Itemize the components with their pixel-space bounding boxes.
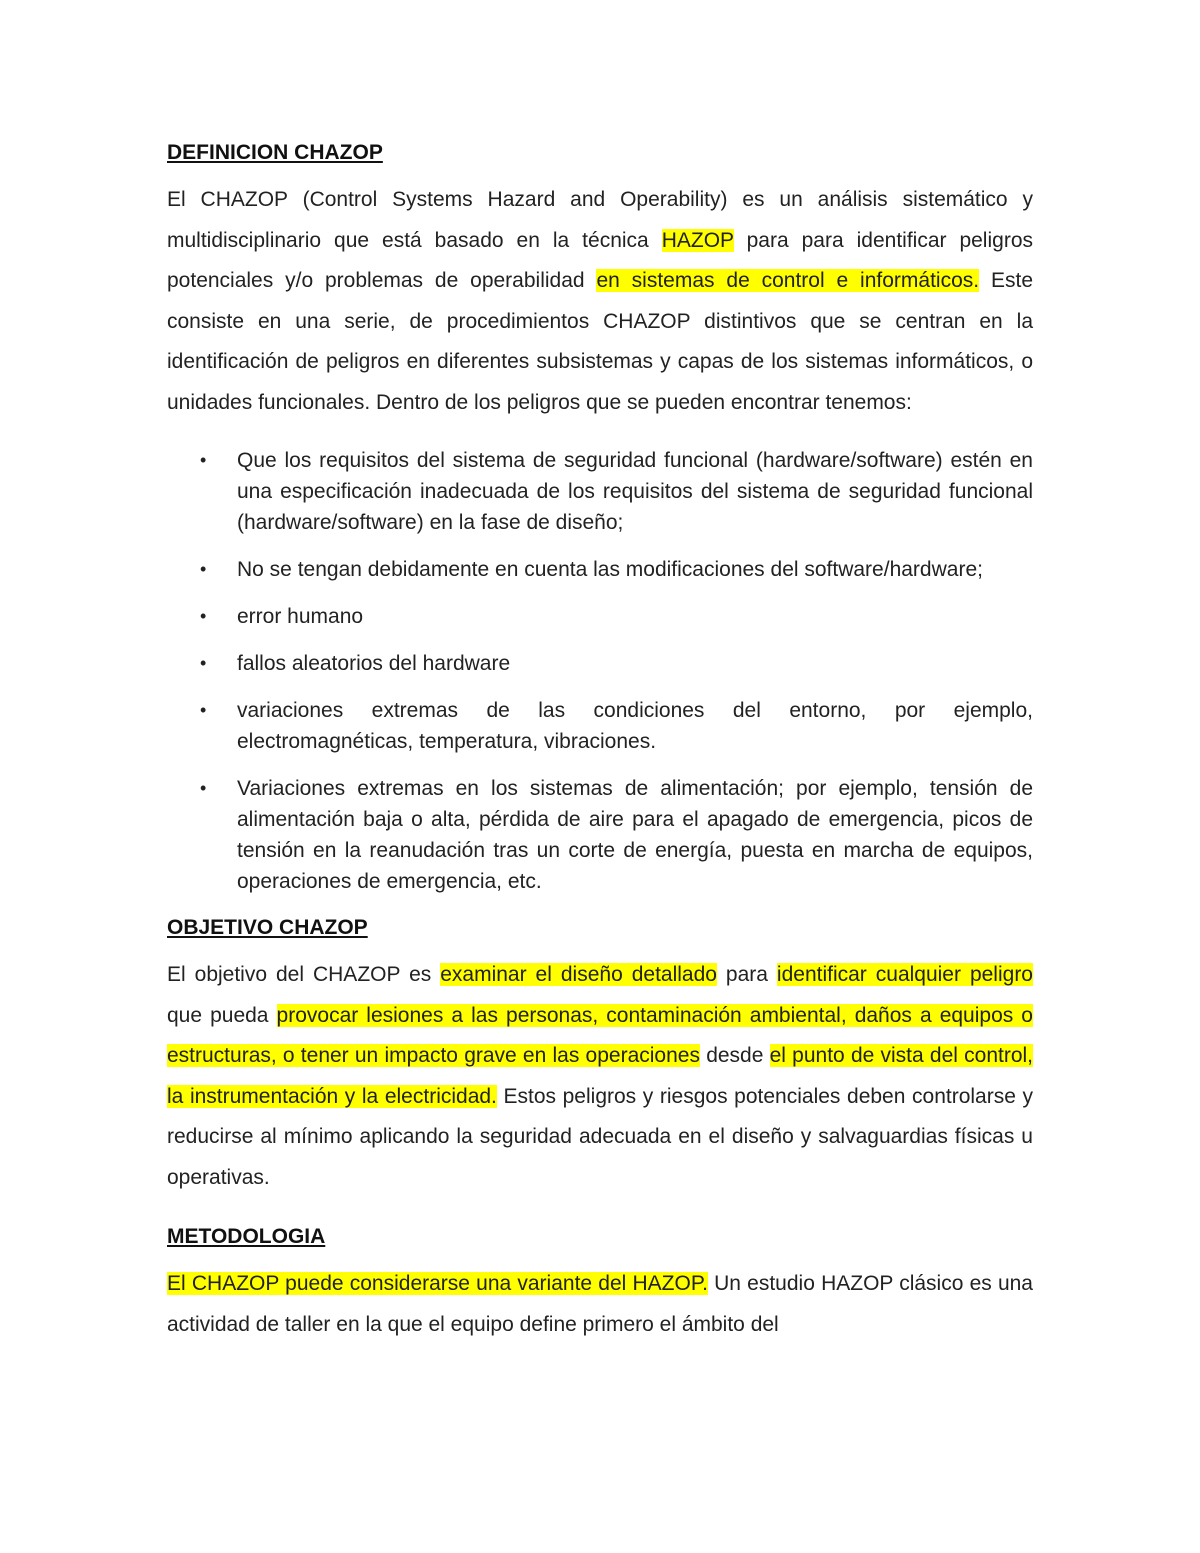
text-run: Este consiste en una serie, de procedimientos CHAZOP distintivos que se centran en la identificación de peligros en diferentes subsistemas y capas de los sistemas informáticos, o unidades funcionales. Dentro de los peligros que se pueden encontrar tenemos: [167,269,1033,414]
highlighted-text: El CHAZOP puede considerarse una variante del HAZOP. [167,1272,708,1295]
highlighted-text: identificar cualquier peligro [776,963,1033,986]
section-heading-metodologia: METODOLOGIA [167,1225,326,1248]
hazard-list [167,445,1033,897]
definicion-paragraph [167,180,1033,423]
document-page [167,138,1033,1345]
list-item [167,554,1033,585]
list-item [167,773,1033,897]
text-run: El objetivo del CHAZOP es [167,963,441,986]
highlighted-text: en sistemas de control e informáticos. [596,269,980,292]
text-run: para [716,963,777,986]
bullet-icon: • [200,559,207,579]
bullet-icon: • [200,778,207,798]
metodologia-paragraph [167,1264,1033,1345]
objetivo-paragraph [167,955,1033,1198]
list-item-text: variaciones extremas de las condiciones del entorno, por ejemplo, electromagnéticas, temperatura, vibraciones. [237,699,1033,753]
highlighted-text: el punto de vista del control, la instrumentación y la electricidad. [167,1044,1034,1108]
text-run: que pueda [167,1003,277,1027]
text-run: El CHAZOP (Control Systems Hazard and Operability) es un análisis sistemático y multidisciplinario que está basado en la técnica [167,188,1033,252]
list-item-text: Que los requisitos del sistema de seguridad funcional (hardware/software) estén en una especificación inadecuada de los requisitos del sistema de seguridad funcional (hardware/software) en la fase de diseño; [237,449,1033,534]
text-run: Un estudio HAZOP clásico es una actividad de taller en la que el equipo define primero el ámbito del [167,1272,1033,1336]
section-heading-definicion: DEFINICION CHAZOP [167,141,383,164]
list-item-text: No se tengan debidamente en cuenta las modificaciones del software/hardware; [237,558,983,581]
bullet-icon: • [200,653,207,673]
highlighted-text: examinar el diseño detallado [440,963,717,986]
section-heading-objetivo: OBJETIVO CHAZOP [167,916,368,939]
text-run: para para identificar peligros potenciales y/o problemas de operabilidad [167,228,1033,292]
highlighted-text: provocar lesiones a las personas, contaminación ambiental, daños a equipos o estructuras, o tener un impacto grave en las operaciones [167,1003,1033,1067]
bullet-icon: • [200,700,207,720]
list-item [167,648,1033,679]
highlighted-text: HAZOP [661,228,734,252]
list-item [167,695,1033,757]
bullet-icon: • [200,450,207,470]
list-item [167,445,1033,538]
list-item-text: fallos aleatorios del hardware [237,652,511,675]
text-run: Estos peligros y riesgos potenciales deben controlarse y reducirse al mínimo aplicando la seguridad adecuada en el diseño y salvaguardias físicas u operativas. [167,1084,1034,1189]
text-run: desde [699,1044,770,1067]
list-item-text: error humano [237,605,364,628]
bullet-icon: • [200,606,207,626]
list-item [167,601,1033,632]
list-item-text: Variaciones extremas en los sistemas de alimentación; por ejemplo, tensión de alimentación baja o alta, pérdida de aire para el apagado de emergencia, picos de tensión en la reanudación tras un corte de energía, puesta en marcha de equipos, operaciones de emergencia, etc. [237,777,1033,893]
